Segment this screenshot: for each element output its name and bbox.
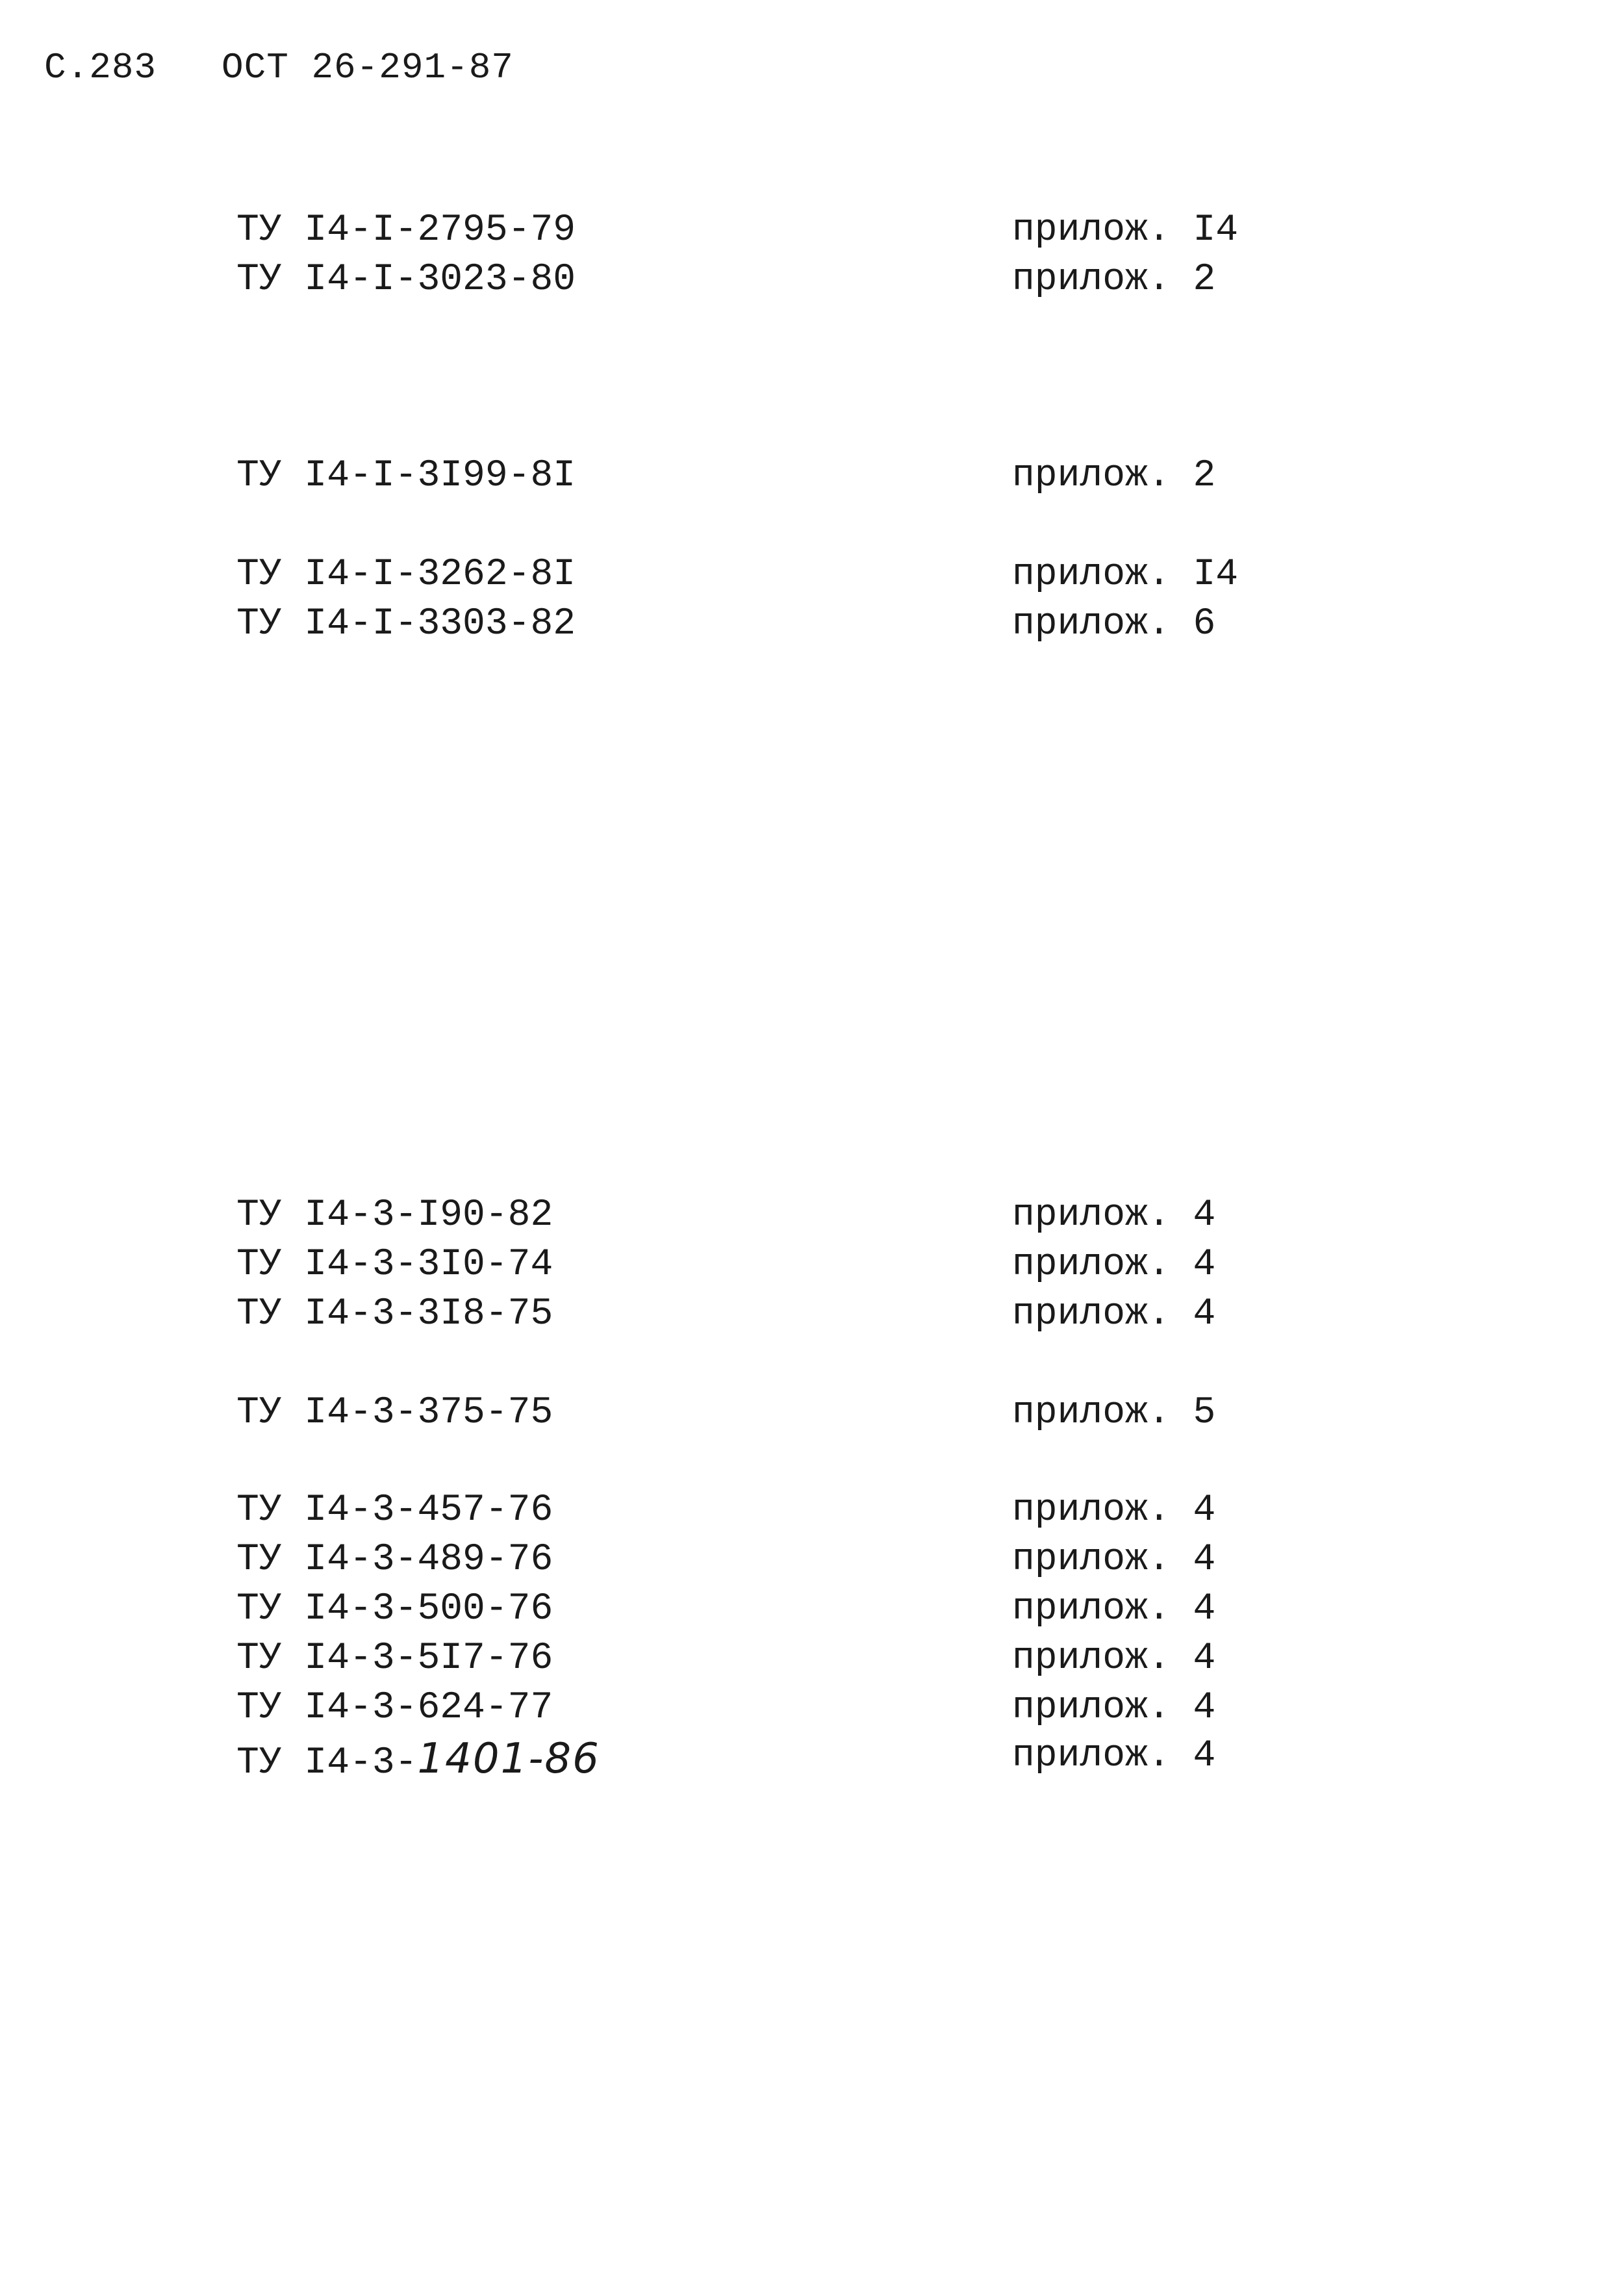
- appendix-reference: прилож. I4: [1012, 209, 1239, 251]
- appendix-reference: прилож. I4: [1012, 554, 1239, 596]
- list-item: [0, 1637, 1624, 1687]
- appendix-reference: прилож. 4: [1012, 1194, 1216, 1237]
- list-item: [0, 1244, 1624, 1293]
- appendix-reference: прилож. 4: [1012, 1539, 1216, 1581]
- appendix-reference: прилож. 2: [1012, 259, 1216, 301]
- appendix-reference: прилож. 2: [1012, 455, 1216, 497]
- document-code: ОСТ 26-291-87: [222, 47, 514, 88]
- list-item: [0, 1194, 1624, 1244]
- list-item: [0, 1588, 1624, 1637]
- appendix-reference: прилож. 6: [1012, 603, 1216, 645]
- list-item: [0, 1489, 1624, 1539]
- standard-designation: ТУ I4-3-375-75: [236, 1392, 553, 1434]
- list-item: [0, 1392, 1624, 1441]
- appendix-reference: прилож. 4: [1012, 1588, 1216, 1630]
- standard-designation: ТУ I4-3-5I7-76: [236, 1637, 553, 1680]
- standard-designation: ТУ I4-3-500-76: [236, 1588, 553, 1630]
- handwritten-number: 1401-86: [417, 1735, 600, 1783]
- standard-designation: ТУ I4-I-3303-82: [236, 603, 576, 645]
- standard-designation: ТУ I4-3-3I8-75: [236, 1293, 553, 1335]
- page-header: [44, 47, 514, 88]
- list-item: [0, 1735, 1624, 1784]
- appendix-reference: прилож. 4: [1012, 1735, 1216, 1777]
- list-item: [0, 554, 1624, 603]
- appendix-reference: прилож. 5: [1012, 1392, 1216, 1434]
- standard-designation: ТУ I4-I-3023-80: [236, 259, 576, 301]
- standard-designation: ТУ I4-3-489-76: [236, 1539, 553, 1581]
- list-item: [0, 1539, 1624, 1588]
- standard-designation: ТУ I4-I-3I99-8I: [236, 455, 576, 497]
- page-number: С.283: [44, 47, 157, 88]
- list-item: [0, 603, 1624, 652]
- appendix-reference: прилож. 4: [1012, 1687, 1216, 1729]
- standard-designation: ТУ I4-3-3I0-74: [236, 1244, 553, 1286]
- standard-designation: [236, 1735, 600, 1784]
- list-item: [0, 1293, 1624, 1342]
- appendix-reference: прилож. 4: [1012, 1293, 1216, 1335]
- list-item: [0, 455, 1624, 504]
- standard-designation: ТУ I4-3-457-76: [236, 1489, 553, 1532]
- standard-designation: ТУ I4-I-3262-8I: [236, 554, 576, 596]
- designation-prefix: ТУ I4-3-: [236, 1742, 418, 1784]
- standard-designation: ТУ I4-I-2795-79: [236, 209, 576, 251]
- list-item: [0, 259, 1624, 308]
- list-item: [0, 209, 1624, 259]
- appendix-reference: прилож. 4: [1012, 1244, 1216, 1286]
- list-item: [0, 1687, 1624, 1736]
- standard-designation: ТУ I4-3-I90-82: [236, 1194, 553, 1237]
- appendix-reference: прилож. 4: [1012, 1637, 1216, 1680]
- standard-designation: ТУ I4-3-624-77: [236, 1687, 553, 1729]
- appendix-reference: прилож. 4: [1012, 1489, 1216, 1532]
